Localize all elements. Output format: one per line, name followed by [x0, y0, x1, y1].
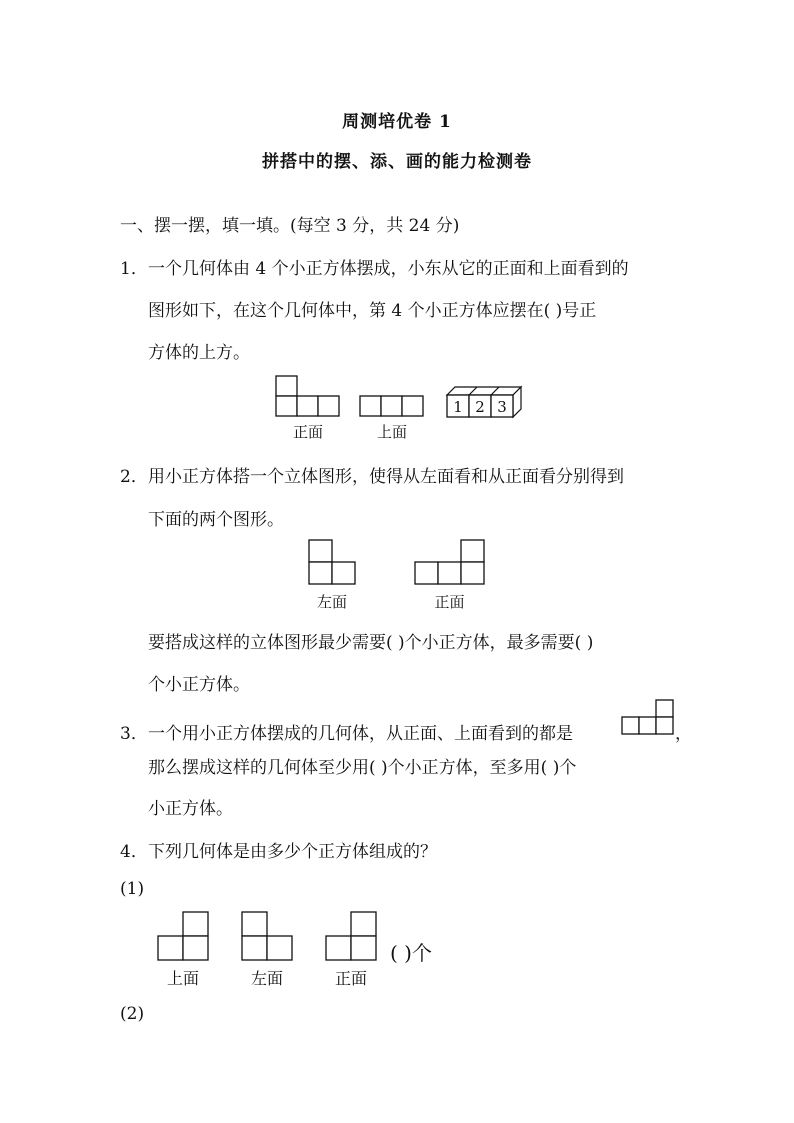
section-heading: 一、摆一摆，填一填。(每空 3 分，共 24 分) [120, 216, 460, 236]
q4-answer-blank: ( )个 [390, 941, 432, 965]
q1-top-view-figure [360, 396, 424, 418]
q2-number: 2． [120, 467, 148, 487]
q4-number: 4． [120, 842, 148, 862]
q4-front-view-figure [326, 912, 378, 962]
q2-text-line4: 个小正方体。 [148, 675, 250, 695]
q2-text-line2: 下面的两个图形。 [148, 510, 284, 530]
q4-part2-label: (2) [120, 1004, 145, 1024]
q3-number: 3． [120, 724, 148, 744]
q2-left-label: 左面 [316, 593, 347, 611]
q1-top-label: 上面 [376, 423, 407, 441]
q1-front-view-figure [276, 376, 340, 418]
q3-view-figure [622, 700, 674, 736]
q2-front-label: 正面 [434, 593, 465, 611]
q3-text-line3: 小正方体。 [148, 799, 233, 819]
q1-text-line2: 图形如下，在这个几何体中，第 4 个小正方体应摆在( )号正 [148, 301, 597, 321]
q2-left-view-figure [309, 540, 357, 586]
q4-part1-label: (1) [120, 879, 145, 899]
cube-label-3: 3 [497, 398, 507, 416]
q1-number: 1． [120, 259, 148, 279]
q2-text-line1: 用小正方体搭一个立体图形，使得从左面看和从正面看分别得到 [148, 467, 624, 487]
q3-text-line1b: ， [675, 724, 692, 744]
q2-text-line3: 要搭成这样的立体图形最少需要( )个小正方体，最多需要( ) [148, 633, 594, 653]
q4-top-label: 上面 [166, 969, 199, 988]
page-title: 周测培优卷 1 [342, 112, 452, 132]
cube-label-1: 1 [453, 398, 463, 416]
q4-top-view-figure [158, 912, 210, 962]
q4-left-label: 左面 [250, 969, 283, 988]
q1-cube-row-figure [447, 387, 522, 419]
q1-front-label: 正面 [292, 423, 323, 441]
q2-front-view-figure [415, 540, 487, 586]
q3-text-line1a: 一个用小正方体摆成的几何体，从正面、上面看到的都是 [148, 724, 573, 744]
q4-text-line1: 下列几何体是由多少个正方体组成的？ [148, 842, 437, 862]
q4-front-label: 正面 [334, 969, 367, 988]
q1-text-line1: 一个几何体由 4 个小正方体摆成，小东从它的正面和上面看到的 [148, 259, 629, 279]
q1-text-line3: 方体的上方。 [148, 343, 250, 363]
cube-label-2: 2 [475, 398, 485, 416]
q3-text-line2: 那么摆成这样的几何体至少用( )个小正方体，至多用( )个 [148, 758, 577, 778]
page-subtitle: 拼搭中的摆、添、画的能力检测卷 [262, 152, 532, 172]
q4-left-view-figure [242, 912, 294, 962]
